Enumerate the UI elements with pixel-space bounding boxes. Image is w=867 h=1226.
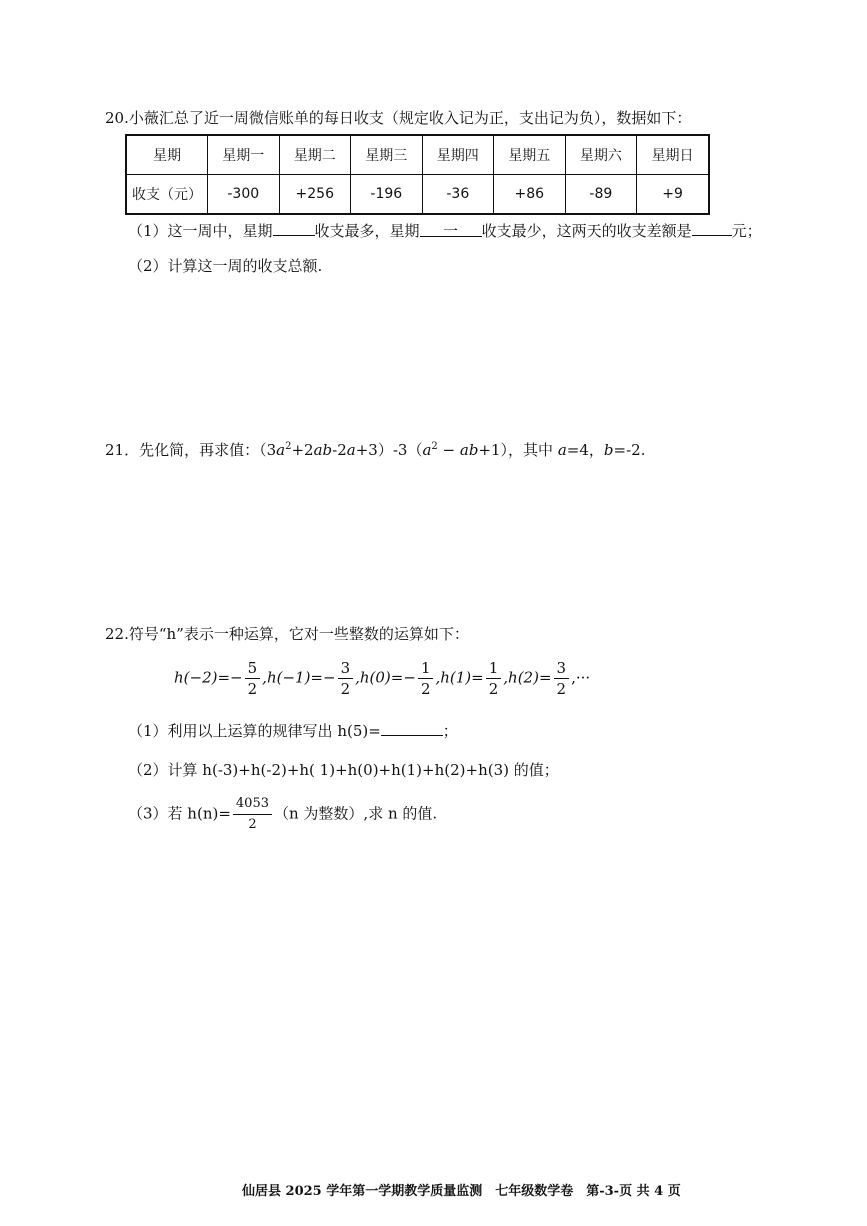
q21-text: −: [437, 441, 460, 459]
table-cell-value: -300: [208, 175, 280, 215]
q21-text: +1），其中: [478, 441, 558, 459]
table-cell-day: 星期日: [637, 135, 709, 175]
answer-blank-4[interactable]: [381, 720, 443, 736]
q21-var: ab: [459, 441, 479, 459]
fraction: [338, 658, 354, 699]
table-cell-header-label: 星期: [126, 135, 208, 175]
q21-var: b: [603, 441, 614, 459]
table-cell-day: 星期二: [279, 135, 351, 175]
formula-lhs: ,h(−1)=−: [262, 668, 336, 687]
table-cell-value: -196: [351, 175, 423, 215]
table-cell-value: +9: [637, 175, 709, 215]
fraction: [233, 794, 272, 835]
q21-text: +3）-3（: [355, 441, 423, 459]
table-cell-value: +86: [494, 175, 566, 215]
table-cell-day: 星期四: [422, 135, 494, 175]
answer-blank-3[interactable]: [692, 220, 732, 236]
q21-text: +2: [291, 441, 314, 459]
fraction-denominator: 2: [420, 680, 431, 698]
fraction-numerator: 1: [486, 658, 502, 679]
formula-tail: ,···: [571, 668, 591, 687]
fraction-denominator: 2: [340, 680, 351, 698]
q21-var: a: [422, 441, 432, 459]
table-cell-day: 星期三: [351, 135, 423, 175]
q21-text: =4，: [566, 441, 604, 459]
q21-text: =-2.: [613, 441, 646, 459]
q21-text: 21．先化简，再求值：（3: [105, 441, 277, 459]
q21-exponent: 2: [285, 441, 292, 452]
table-cell-value: +256: [279, 175, 351, 215]
q20-part1-text-b: 收支最多，星期: [314, 222, 420, 240]
q22-part3: [128, 794, 437, 835]
q22-part1-text-b: ；: [442, 722, 458, 740]
table-cell-day: 星期一: [208, 135, 280, 175]
table-cell-day: 星期五: [494, 135, 566, 175]
q21-var: a: [276, 441, 286, 459]
q22-part3-text-b: （n 为整数）,求 n 的值.: [274, 804, 438, 823]
q20-table: [125, 134, 710, 215]
table-cell-row-label: 收支（元）: [126, 175, 208, 215]
answer-blank-2[interactable]: [420, 221, 482, 240]
formula-lhs: h(−2)=−: [174, 668, 243, 687]
fraction-numerator: 3: [554, 658, 570, 679]
q21-var: a: [557, 441, 567, 459]
q20-part1: [128, 220, 762, 241]
q21-stem: [105, 440, 645, 460]
fraction-denominator: 2: [488, 680, 499, 698]
q21-exponent: 2: [431, 441, 438, 452]
q20-part1-text-d: 元；: [731, 222, 762, 240]
handwritten-answer: 一: [443, 222, 459, 240]
q20-part1-text-a: （1）这一周中，星期: [128, 222, 273, 240]
q22-part2: （2）计算 h(-3)+h(-2)+h( 1)+h(0)+h(1)+h(2)+h(3) 的值；: [128, 761, 559, 779]
fraction-denominator: 2: [247, 680, 258, 698]
q22-formula: [174, 658, 590, 699]
q20-part1-text-c: 收支最少，这两天的收支差额是: [481, 222, 692, 240]
table-cell-value: -36: [422, 175, 494, 215]
table-cell-day: 星期六: [565, 135, 637, 175]
table-cell-value: -89: [565, 175, 637, 215]
q21-var: a: [346, 441, 356, 459]
table-row-header: [126, 135, 709, 175]
fraction-numerator: 4053: [233, 794, 272, 815]
fraction-numerator: 5: [245, 658, 261, 679]
fraction-numerator: 3: [338, 658, 354, 679]
q20-stem: 20.小薇汇总了近一周微信账单的每日收支（规定收入记为正，支出记为负），数据如下：: [105, 109, 692, 127]
fraction-numerator: 1: [418, 658, 434, 679]
q21-var: ab: [313, 441, 333, 459]
fraction: [486, 658, 502, 699]
fraction: [418, 658, 434, 699]
q22-stem: 22.符号“h”表示一种运算，它对一些整数的运算如下：: [105, 625, 469, 643]
formula-lhs: ,h(2)=: [503, 668, 552, 687]
fraction-denominator: 2: [556, 680, 567, 698]
q22-part1: [128, 720, 458, 741]
fraction: [554, 658, 570, 699]
fraction: [245, 658, 261, 699]
fraction-denominator: 2: [248, 817, 257, 832]
answer-blank-1[interactable]: [273, 220, 315, 236]
formula-lhs: ,h(1)=: [435, 668, 484, 687]
q20-part2: （2）计算这一周的收支总额.: [128, 257, 323, 275]
q22-part1-text-a: （1）利用以上运算的规律写出 h(5)=: [128, 722, 381, 740]
table-row-values: [126, 175, 709, 215]
formula-lhs: ,h(0)=−: [355, 668, 416, 687]
q22-part3-text-a: （3）若 h(n)=: [128, 804, 231, 823]
q21-text: -2: [332, 441, 347, 459]
page-footer: 仙居县 2025 学年第一学期教学质量监测 七年级数学卷 第-3-页 共 4 页: [242, 1184, 681, 1199]
